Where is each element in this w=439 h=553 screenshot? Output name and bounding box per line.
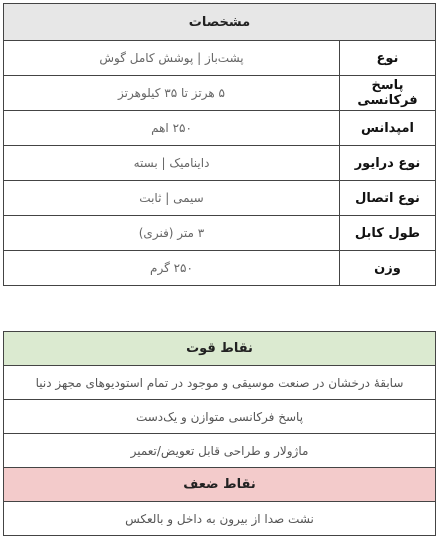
pros-item: ماژولار و طراحی قابل تعویض/تعمیر bbox=[4, 434, 436, 468]
pros-header-row bbox=[4, 332, 436, 366]
spec-row-connection bbox=[4, 181, 436, 216]
spec-row-driver bbox=[4, 146, 436, 181]
cons-row bbox=[4, 502, 436, 536]
pros-cons-table bbox=[3, 331, 436, 536]
spec-value: ۲۵۰ اهم bbox=[4, 111, 340, 146]
pros-item: پاسخ فرکانسی متوازن و یک‌دست bbox=[4, 400, 436, 434]
pros-row bbox=[4, 400, 436, 434]
spec-row-weight bbox=[4, 251, 436, 286]
spec-value: داینامیک | بسته bbox=[4, 146, 340, 181]
spec-value: ۲۵۰ گرم bbox=[4, 251, 340, 286]
pros-title: نقاط قوت bbox=[4, 332, 436, 366]
spec-label: نوع درایور bbox=[340, 146, 436, 181]
spec-value: ۳ متر (فنری) bbox=[4, 216, 340, 251]
cons-title: نقاط ضعف bbox=[4, 468, 436, 502]
spec-value: پشت‌باز | پوشش کامل گوش bbox=[4, 41, 340, 76]
pros-row bbox=[4, 366, 436, 400]
spec-row-cable bbox=[4, 216, 436, 251]
spec-row-type bbox=[4, 41, 436, 76]
spec-value: سیمی | ثابت bbox=[4, 181, 340, 216]
spec-label: نوع bbox=[340, 41, 436, 76]
spec-label: نوع اتصال bbox=[340, 181, 436, 216]
pros-row bbox=[4, 434, 436, 468]
pros-item: سابقهٔ درخشان در صنعت موسیقی و موجود در تمام استودیوهای مجهز دنیا bbox=[4, 366, 436, 400]
cons-header-row bbox=[4, 468, 436, 502]
specs-title: مشخصات bbox=[4, 4, 436, 41]
spec-row-impedance bbox=[4, 111, 436, 146]
spec-label: وزن bbox=[340, 251, 436, 286]
spec-row-frequency bbox=[4, 76, 436, 111]
spec-label: امپدانس bbox=[340, 111, 436, 146]
cons-item: نشت صدا از بیرون به داخل و بالعکس bbox=[4, 502, 436, 536]
specs-table bbox=[3, 3, 436, 286]
spec-label: طول کابل bbox=[340, 216, 436, 251]
spec-value: ۵ هرتز تا ۳۵ کیلوهرتز bbox=[4, 76, 340, 111]
specs-header-row bbox=[4, 4, 436, 41]
spec-label: پاسخ فرکانسی bbox=[340, 76, 436, 111]
